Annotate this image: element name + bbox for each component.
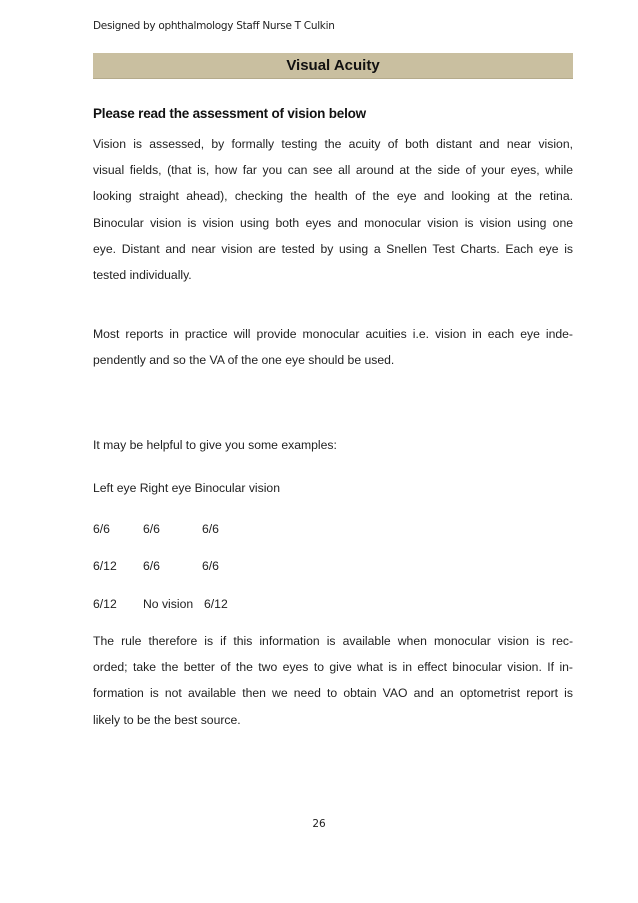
paragraph-monocular-reports	[93, 321, 573, 373]
title-bar	[93, 53, 573, 79]
vision-table-header: Left eye Right eye Binocular vision	[93, 481, 280, 495]
vision-row	[93, 597, 393, 613]
paragraph-line: looking straight ahead), checking the health of the eye and looking at the retina.	[93, 189, 573, 204]
section-subheading: Please read the assessment of vision below	[93, 106, 366, 121]
binocular-value: 6/6	[202, 522, 219, 536]
vision-row	[93, 522, 393, 538]
paragraph-line: The rule therefore is if this information is available when monocular vision is rec-	[93, 634, 573, 648]
left-eye-value: 6/12	[93, 559, 117, 573]
left-eye-value: 6/12	[93, 597, 117, 611]
right-eye-value: No vision	[143, 597, 194, 611]
paragraph-line: Most reports in practice will provide monocular acuities i.e. vision in each eye inde-	[93, 327, 573, 341]
paragraph-line: visual fields, (that is, how far you can see all around at the side of your eyes, while	[93, 163, 573, 178]
paragraph-line: Binocular vision is vision using both eyes and monocular vision is vision using one	[93, 215, 573, 230]
paragraph-line: tested individually.	[93, 268, 192, 283]
paragraph-line: formation is not available then we need to obtain VAO and an optometrist report is	[93, 686, 573, 701]
binocular-value: 6/12	[204, 597, 228, 611]
examples-intro: It may be helpful to give you some examples:	[93, 438, 337, 452]
right-eye-value: 6/6	[143, 522, 160, 536]
paragraph-line: pendently and so the VA of the one eye should be used.	[93, 353, 395, 368]
left-eye-value: 6/6	[93, 522, 110, 536]
paragraph-line: eye. Distant and near vision are tested by using a Snellen Test Charts. Each eye is	[93, 241, 573, 256]
paragraph-line: Vision is assessed, by formally testing the acuity of both distant and near vision,	[93, 137, 573, 151]
page-title: Visual Acuity	[286, 57, 380, 74]
paragraph-rule	[93, 628, 573, 733]
page-number: 26	[312, 818, 326, 830]
vision-row	[93, 559, 393, 575]
paragraph-vision-assessment	[93, 131, 573, 288]
paragraph-line: likely to be the best source.	[93, 712, 241, 727]
right-eye-value: 6/6	[143, 559, 160, 573]
paragraph-line: orded; take the better of the two eyes to give what is in effect binocular vision. If in-	[93, 660, 573, 675]
header-note: Designed by ophthalmology Staff Nurse T Culkin	[93, 20, 335, 32]
binocular-value: 6/6	[202, 559, 219, 573]
